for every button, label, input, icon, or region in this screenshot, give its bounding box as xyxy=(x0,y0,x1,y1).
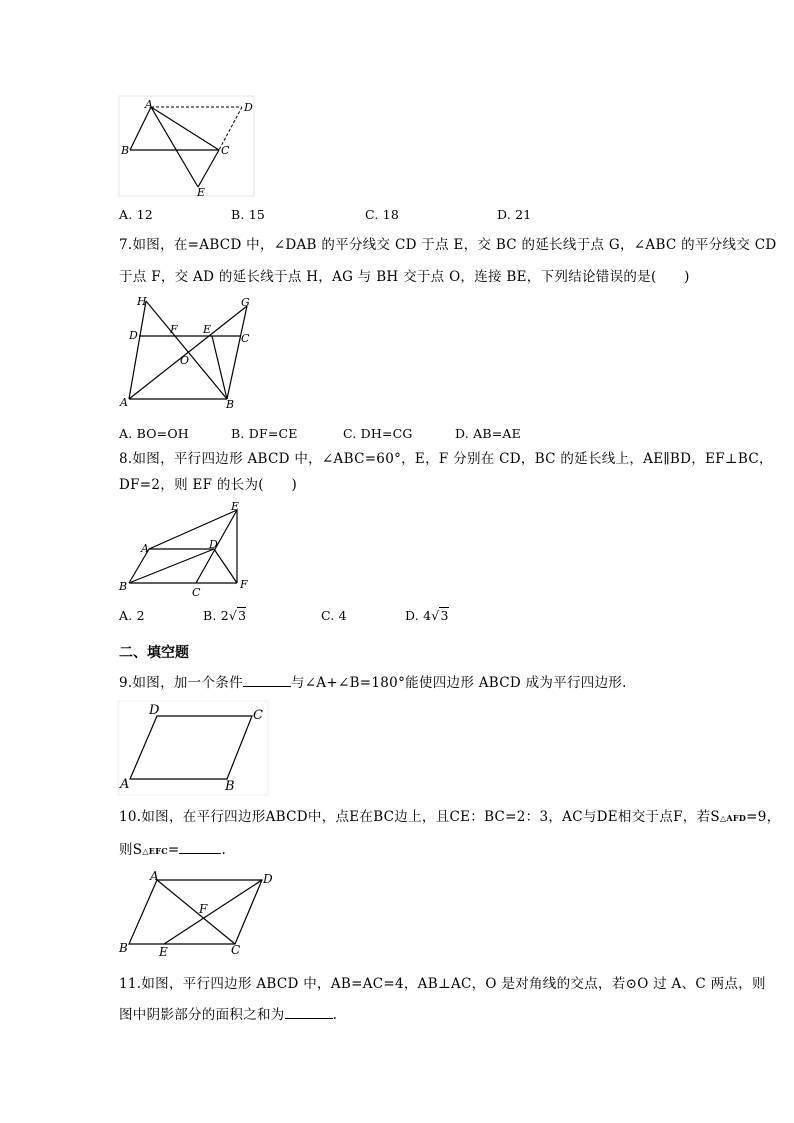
q8-option-d: D. 4√3 xyxy=(405,608,449,623)
q8-option-c: C. 4 xyxy=(321,608,347,623)
figure-q10 xyxy=(117,866,282,958)
q10-answer-blank[interactable] xyxy=(179,839,221,854)
label-C: C xyxy=(221,144,230,157)
q8-text-line2: DF=2，则 EF 的长为( ) xyxy=(119,477,298,493)
q7-option-a: A. BO=OH xyxy=(119,426,189,441)
label-E: E xyxy=(159,945,168,959)
label-F: F xyxy=(170,323,178,336)
label-A: A xyxy=(141,542,149,555)
q11-answer-blank[interactable] xyxy=(285,1004,333,1019)
q9-answer-blank[interactable] xyxy=(243,672,291,687)
label-F: F xyxy=(199,902,208,916)
q10-text-line1: 10.如图，在平行四边形ABCD中，点E在BC边上，且CE：BC=2：3，AC与DE相交于点F，若S△AFD=9， xyxy=(119,809,781,825)
q11-text-line2: 图中阴影部分的面积之和为 . xyxy=(119,1004,337,1024)
label-A: A xyxy=(120,777,130,792)
label-O: O xyxy=(180,354,190,367)
label-B: B xyxy=(226,398,235,411)
label-H: H xyxy=(137,295,147,308)
section-heading-fill-in: 二、填空题 xyxy=(119,645,189,661)
q7-text-line2: 于点 F，交 AD 的延长线于点 H，AG 与 BH 交于点 O，连接 BE，下列结论错误的是( ) xyxy=(119,269,690,285)
label-B: B xyxy=(119,580,128,593)
q9-text: 9.如图，加一个条件 与∠A+∠B=180°能使四边形 ABCD 成为平行四边形. xyxy=(119,672,627,692)
label-B: B xyxy=(119,941,128,955)
figure-q6 xyxy=(118,95,258,200)
label-A: A xyxy=(120,396,128,409)
q8-option-a: A. 2 xyxy=(119,608,145,623)
label-E: E xyxy=(231,500,240,513)
figure-q8 xyxy=(117,500,262,600)
q7-option-b: B. DF=CE xyxy=(231,426,298,441)
label-C: C xyxy=(192,586,201,599)
label-C: C xyxy=(241,332,250,345)
q6-option-d: D. 21 xyxy=(497,207,532,222)
q6-option-b: B. 15 xyxy=(231,207,266,222)
label-D: D xyxy=(149,703,160,718)
label-C: C xyxy=(253,708,263,723)
label-D: D xyxy=(129,329,138,342)
q7-text-line1: 7.如图，在=ABCD 中，∠DAB 的平分线交 CD 于点 E，交 BC 的延长线于点 G，∠ABC 的平分线交 CD xyxy=(119,237,777,253)
q6-option-a: A. 12 xyxy=(119,207,153,222)
label-E: E xyxy=(197,186,206,199)
q7-option-c: C. DH=CG xyxy=(343,426,413,441)
label-A: A xyxy=(150,869,159,883)
label-D: D xyxy=(244,101,253,114)
label-E: E xyxy=(203,323,212,336)
q11-text-line1: 11.如图，平行四边形 ABCD 中，AB=AC=4，AB⊥AC，O 是对角线的交点，若⊙O 过 A、C 两点，则 xyxy=(119,976,766,992)
label-A: A xyxy=(145,98,153,111)
label-B: B xyxy=(121,144,130,157)
q10-text-line2: 则S△EFC= . xyxy=(119,839,226,860)
q7-option-d: D. AB=AE xyxy=(455,426,521,441)
label-D: D xyxy=(209,538,218,551)
q8-option-b: B. 2√3 xyxy=(203,608,247,623)
q8-text-line1: 8.如图，平行四边形 ABCD 中，∠ABC=60°，E，F 分别在 CD，BC 的延长线上，AE∥BD，EF⊥BC， xyxy=(119,451,773,467)
figure-q7 xyxy=(117,294,257,414)
label-G: G xyxy=(241,296,250,309)
q6-option-c: C. 18 xyxy=(365,207,399,222)
label-C: C xyxy=(231,943,241,957)
label-F: F xyxy=(240,578,248,591)
label-B: B xyxy=(225,779,235,794)
label-D: D xyxy=(263,872,273,886)
figure-q9 xyxy=(117,700,272,798)
